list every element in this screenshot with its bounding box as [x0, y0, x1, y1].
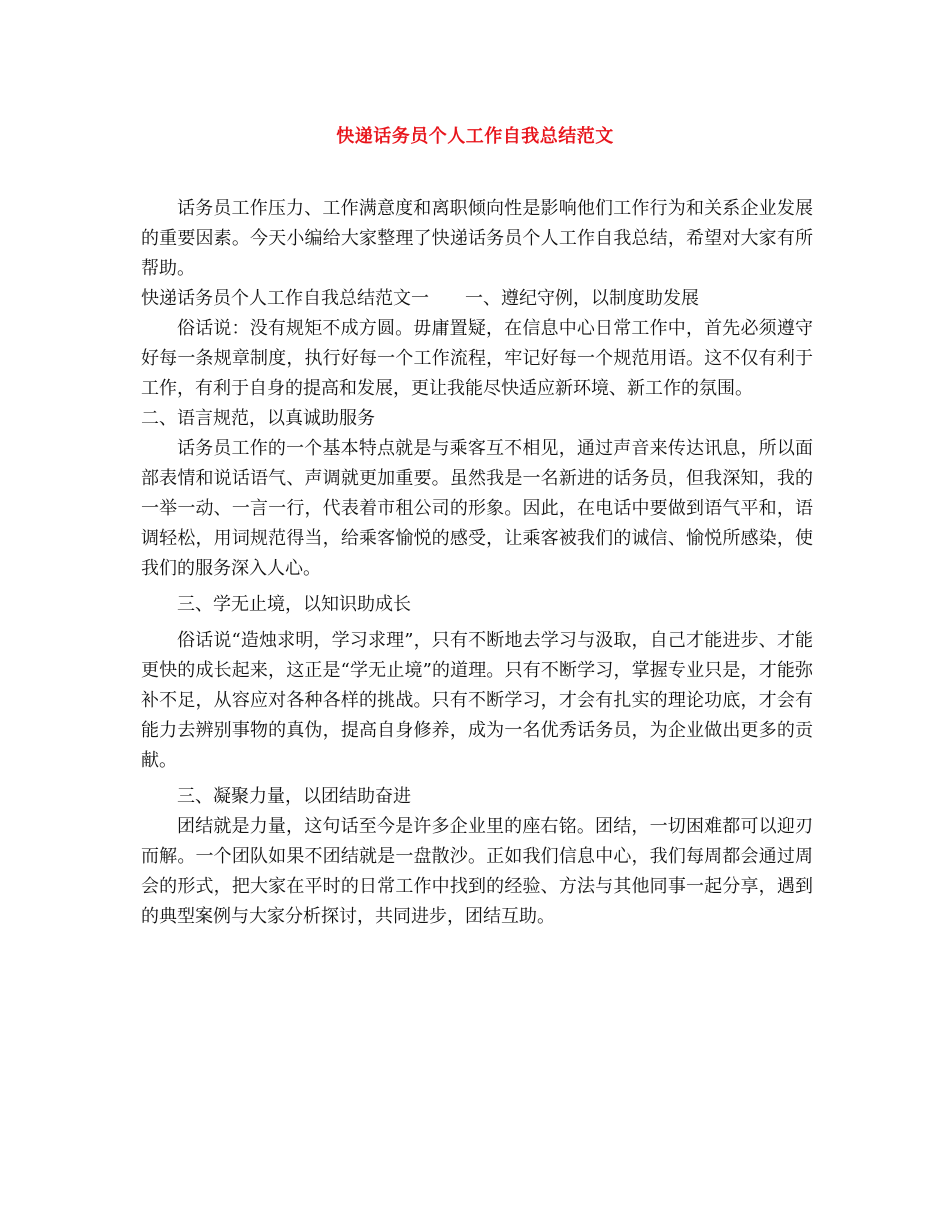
section1-heading: 一、遵纪守例，以制度助发展 [465, 288, 699, 309]
section3-heading: 三、学无止境，以知识助成长 [177, 594, 411, 615]
document-body [141, 194, 813, 932]
section1-paragraph: 俗话说：没有规矩不成方圆。毋庸置疑，在信息中心日常工作中，首先必须遵守好每一条规章制度，执行好每一个工作流程，牢记好每一个规范用语。这不仅有利于工作，有利于自身的提高和发展，更让我能尽快适应新环境、新工作的氛围。 [141, 318, 813, 399]
document-title: 快递话务员个人工作自我总结范文 [336, 126, 614, 147]
section2-heading: 二、语言规范，以真诚助服务 [141, 408, 375, 429]
section4-heading: 三、凝聚力量，以团结助奋进 [177, 786, 411, 807]
article-heading-line [141, 284, 813, 314]
section4-paragraph: 团结就是力量，这句话至今是许多企业里的座右铭。团结，一切困难都可以迎刃而解。一个团队如果不团结就是一盘散沙。正如我们信息中心，我们每周都会通过周会的形式，把大家在平时的日常工作中找到的经验、方法与其他同事一起分享，遇到的典型案例与大家分析探讨，共同进步，团结互助。 [141, 816, 813, 927]
section3-paragraph: 俗话说“造烛求明，学习求理”，只有不断地去学习与汲取，自己才能进步、才能更快的成长起来，这正是“学无止境”的道理。只有不断学习，掌握专业只是，才能弥补不足，从容应对各种各样的挑战。只有不断学习，才会有扎实的理论功底，才会有能力去辨别事物的真伪，提高自身修养，成为一名优秀话务员，为企业做出更多的贡献。 [141, 630, 813, 771]
intro-paragraph: 话务员工作压力、工作满意度和离职倾向性是影响他们工作行为和关系企业发展的重要因素。今天小编给大家整理了快递话务员个人工作自我总结，希望对大家有所帮助。 [141, 198, 813, 279]
article-heading: 快递话务员个人工作自我总结范文一 [141, 288, 429, 309]
section2-paragraph: 话务员工作的一个基本特点就是与乘客互不相见，通过声音来传达讯息，所以面部表情和说话语气、声调就更加重要。虽然我是一名新进的话务员，但我深知，我的一举一动、一言一行，代表着市租公司的形象。因此，在电话中要做到语气平和，语调轻松，用词规范得当，给乘客愉悦的感受，让乘客被我们的诚信、愉悦所感染，使我们的服务深入人心。 [141, 438, 813, 579]
